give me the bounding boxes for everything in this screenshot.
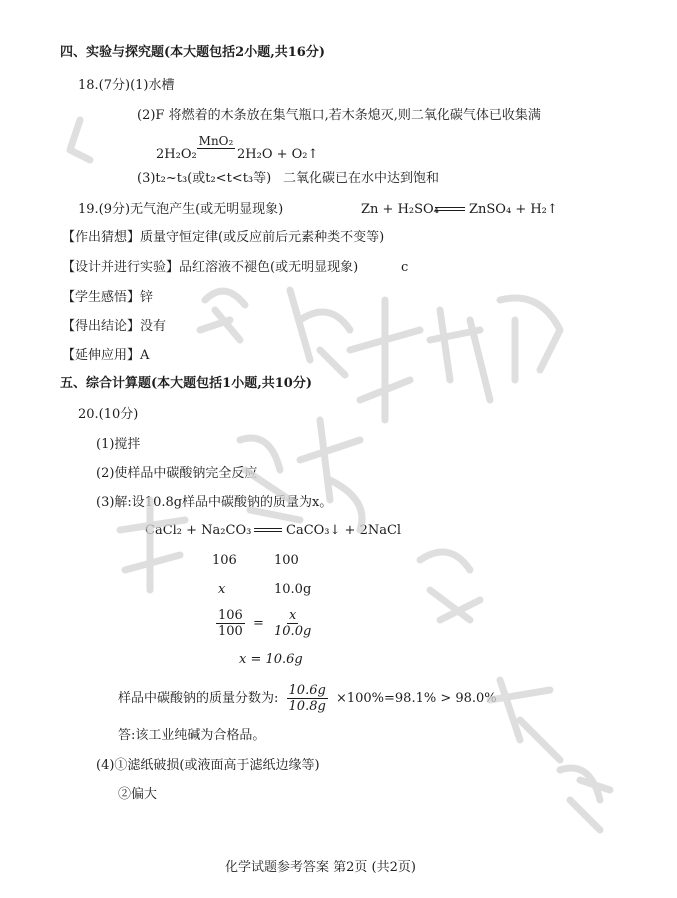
q20-percent-result: ×100%=98.1% > 98.0%: [335, 691, 497, 706]
q19-head: 19.(9分)无气泡产生(或无明显现象): [78, 202, 284, 217]
q18-eq-catalyst: MnO₂: [198, 134, 234, 148]
q20-percent-line: [118, 683, 497, 714]
q19-eq-right: ZnSO₄ + H₂↑: [469, 202, 558, 217]
q20-x-value: x = 10.6g: [239, 652, 303, 667]
q18-eq-condition: [197, 134, 235, 149]
q19-eq-sign: [435, 207, 465, 211]
q20-frac2: $\frac{x}{10.0g}$: [274, 608, 312, 639]
q20-eq-sign: [254, 528, 282, 532]
q18-eq-arrow: [197, 148, 235, 149]
q18-part3-reason: 二氧化碳已在水中达到饱和: [283, 171, 440, 186]
q20-molar-mass-na2co3: 106: [212, 553, 237, 568]
q18-head: 18.(7分)(1)水槽: [78, 78, 175, 93]
q20-percent-label: 样品中碳酸钠的质量分数为:: [118, 691, 279, 706]
q19-design-choice: c: [401, 260, 409, 275]
q20-frac1: $\frac{106}{100}$: [218, 608, 243, 639]
q19-eq-left: Zn + H₂SO₄: [361, 202, 439, 217]
q20-eq-left: CaCl₂ + Na₂CO₃: [145, 523, 252, 538]
q20-proportion: $\frac{106}{100}$ = $\frac{x}{10.0g}$: [218, 608, 312, 639]
q19-feel: 【学生感悟】锌: [62, 290, 154, 305]
q20-part4b: ②偏大: [118, 787, 158, 802]
q20-part1: (1)搅拌: [96, 437, 141, 452]
q20-unknown-x: x: [218, 582, 226, 597]
q20-mass-caco3: 10.0g: [274, 582, 312, 597]
q20-percent-frac: $\frac{10.6g}{10.8g}$: [288, 683, 326, 714]
q19-design: 【设计并进行实验】品红溶液不褪色(或无明显现象): [62, 260, 359, 275]
q20-part3: (3)解:设10.8g样品中碳酸钠的质量为x。: [96, 495, 333, 510]
q18-part2: (2)F 将燃着的木条放在集气瓶口,若木条熄灭,则二氧化碳气体已收集满: [137, 108, 541, 123]
q20-part2: (2)使样品中碳酸钠完全反应: [96, 466, 258, 481]
q20-part4: (4)①滤纸破损(或液面高于滤纸边缘等): [96, 758, 320, 773]
q18-eq-left: 2H₂O₂: [156, 147, 197, 162]
q19-extension: 【延伸应用】A: [62, 348, 150, 363]
q19-conclusion: 【得出结论】没有: [62, 319, 167, 334]
section-4-title: 四、实验与探究题(本大题包括2小题,共16分): [60, 45, 325, 60]
q20-head: 20.(10分): [78, 407, 139, 422]
q20-molar-mass-caco3: 100: [274, 553, 299, 568]
q20-eq-right: CaCO₃↓ + 2NaCl: [286, 523, 402, 538]
q19-guess: 【作出猜想】质量守恒定律(或反应前后元素种类不变等): [62, 230, 385, 245]
section-5-title: 五、综合计算题(本大题包括1小题,共10分): [60, 376, 312, 391]
page-footer: 化学试题参考答案 第2页 (共2页): [225, 860, 416, 875]
q18-part3: (3)t₂~t₃(或t₂<t<t₃等): [137, 171, 272, 186]
q18-eq-right: 2H₂O + O₂↑: [237, 147, 319, 162]
q20-answer: 答:该工业纯碱为合格品。: [118, 728, 266, 743]
